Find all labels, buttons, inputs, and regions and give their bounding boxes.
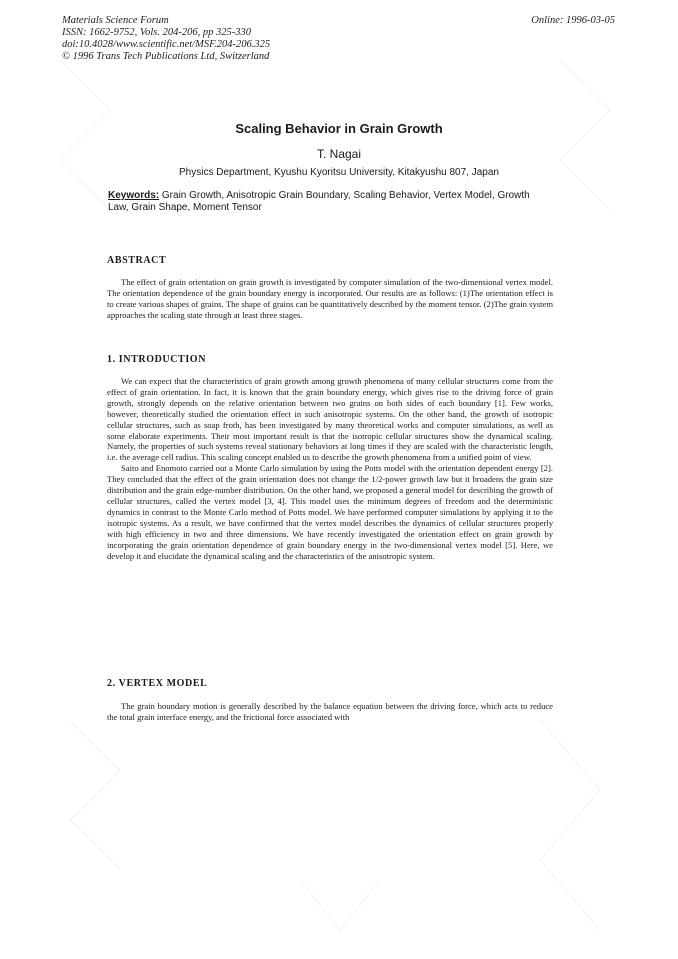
introduction-section — [107, 354, 553, 561]
introduction-heading: 1. INTRODUCTION — [107, 354, 207, 365]
paper-title: Scaling Behavior in Grain Growth — [235, 121, 443, 136]
journal-name: Materials Science Forum — [62, 15, 169, 26]
journal-issn: ISSN: 1662-9752, Vols. 204-206, pp 325-330 — [62, 27, 251, 38]
abstract-heading: ABSTRACT — [107, 255, 167, 266]
abstract-text: The effect of grain orientation on grain growth is investigated by computer simulation of the two-dimensional vertex model. The orientation dependence of the grain boundary energy is incorporated. Our results are as follows: (1)The orientation effect is to create various shapes of grains. The shape of grains can be quantitatively described by the moment tensor. (2)The grain system approaches the scaling state through at least three stages. — [107, 277, 553, 320]
paper-author: T. Nagai — [316, 147, 362, 161]
keywords — [108, 190, 553, 214]
keywords-text: Grain Growth, Anisotropic Grain Boundary, Scaling Behavior, Vertex Model, Growth Law, Grain Shape, Moment Tensor — [108, 190, 530, 213]
journal-doi: doi:10.4028/www.scientific.net/MSF.204-206.325 — [62, 39, 271, 50]
abstract-section — [107, 255, 553, 321]
journal-header — [62, 15, 270, 63]
introduction-paragraph-1: We can expect that the characteristics of grain growth among growth phenomena of many cellular structures come from the effect of grain orientation. In fact, it is known that the grain boundary energy, which gives rise to the driving force of grain growth, strongly depends on the relative orientation between two grains on both sides of each boundary [1]. Few works, however, theoretically studied the orientation effect in such anisotropic systems. On the other hand, the growth of isotropic cellular structures, such as soap froth, has been investigated by many theoretical works and computer simulations, as well as some elaborate experiments. Their most important result is that the isotropic cellular structures show the dynamical scaling. Namely, the properties of such systems reveal stationary behaviors at long times if they are scaled with the characteristic length, i.e. the average cell radius. This scaling concept enabled us to describe the growth phenomena from a unified point of view. — [107, 376, 553, 463]
vertex-model-text: The grain boundary motion is generally described by the balance equation between the driving force, which acts to reduce the total grain interface energy, and the frictional force associated with — [107, 701, 553, 722]
journal-copyright: © 1996 Trans Tech Publications Ltd, Switzerland — [62, 51, 270, 62]
vertex-model-heading: 2. VERTEX MODEL — [107, 678, 208, 689]
online-date: Online: 1996-03-05 — [531, 15, 615, 26]
paper-affiliation: Physics Department, Kyushu Kyoritsu University, Kitakyushu 807, Japan — [179, 167, 499, 178]
vertex-model-section — [107, 678, 553, 723]
keywords-label: Keywords: — [108, 190, 160, 201]
introduction-paragraph-2: Saito and Enomoto carried out a Monte Carlo simulation by using the Potts model with the orientation dependent energy [2]. They concluded that the effect of the grain orientation does not change the 1/2-power growth law but it broadens the grain size distribution and the grain edge-number distribution. On the other hand, we proposed a general model for describing the growth of cellular structures, called the vertex model [3, 4]. This model uses the minimum degrees of freedom and the deterministic dynamics in contrast to the Monte Carlo method of Potts model. We have performed computer simulations by applying it to the isotropic systems. As a result, we have confirmed that the vertex model describes the dynamics of cellular structures properly with high efficiency in two and three dimensions. We have recently investigated the orientation effect on grain growth by incorporating the grain orientation dependence of grain boundary energy in the two-dimensional vertex model [5]. Here, we develop it and elucidate the dynamical scaling and the characteristics of the anisotropic system. — [107, 463, 553, 561]
